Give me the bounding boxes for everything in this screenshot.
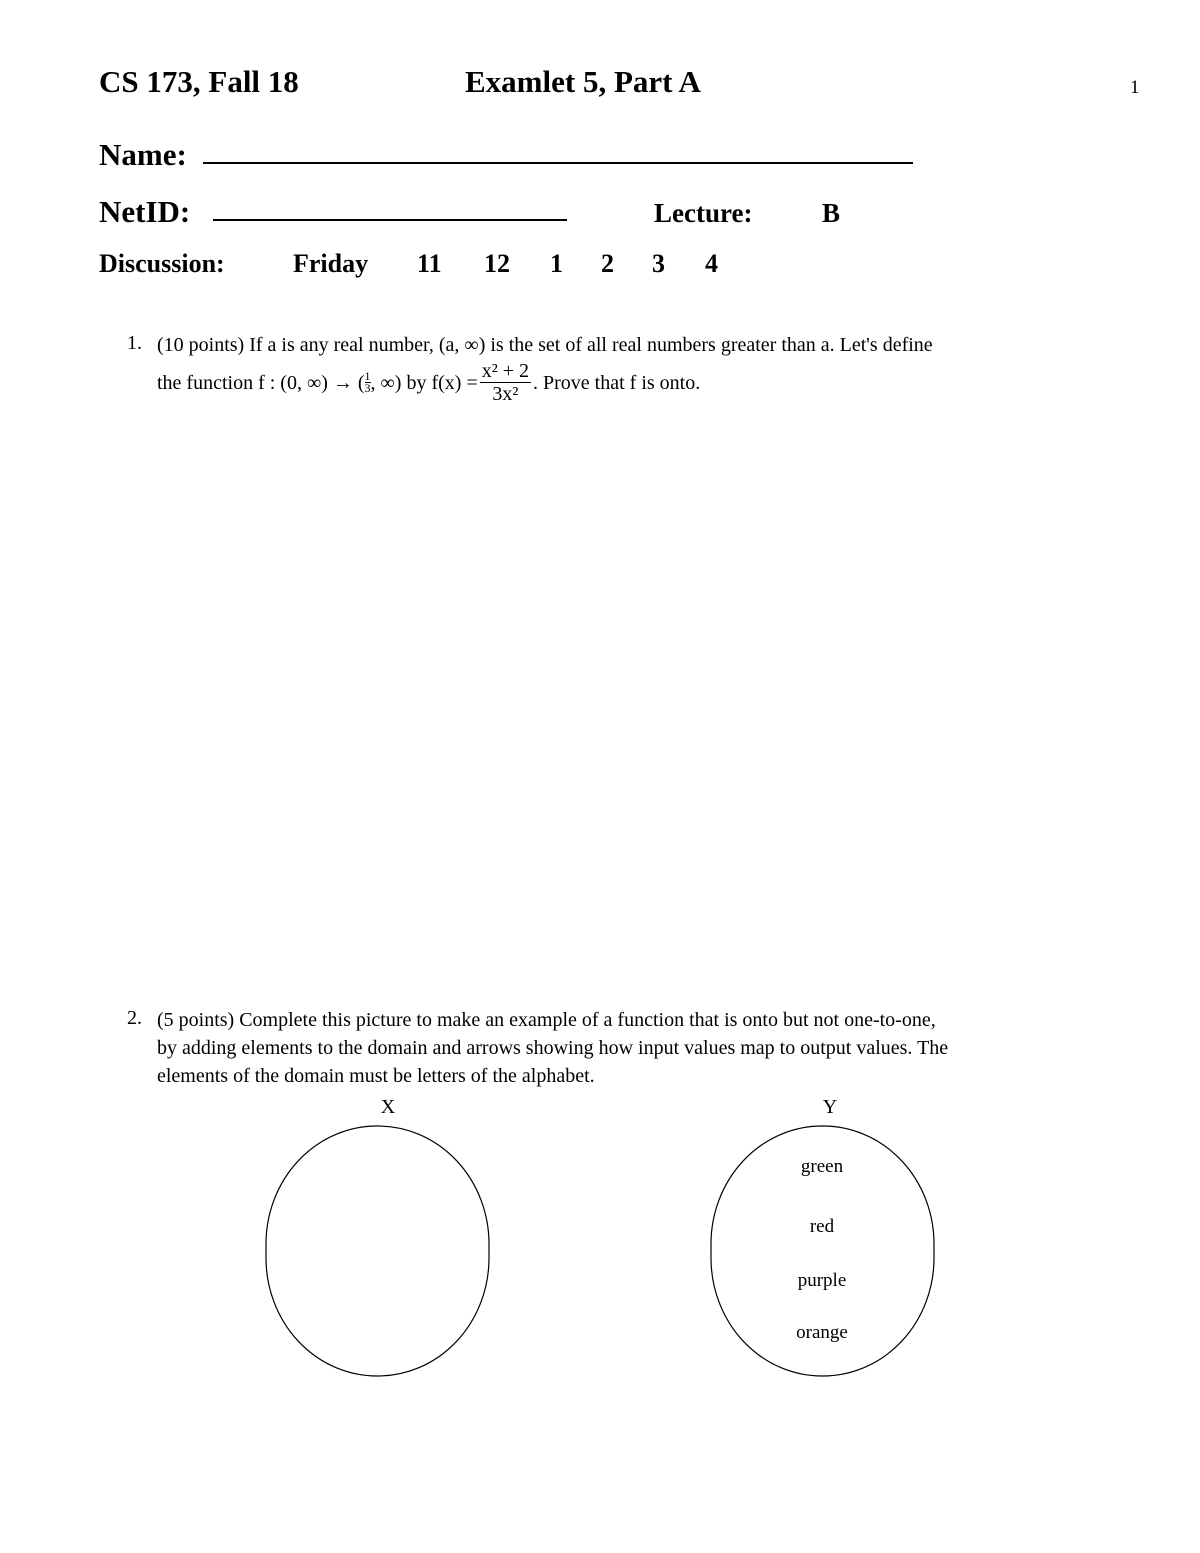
lecture-value: B <box>822 198 841 228</box>
function-diagram <box>0 1090 1200 1390</box>
question-1-text: . Prove that f is onto. <box>533 371 701 394</box>
course-title: CS 173, Fall 18 <box>99 64 299 99</box>
question-2-line-3: elements of the domain must be letters of the alphabet. <box>157 1065 595 1087</box>
name-label: Name: <box>99 137 187 172</box>
fraction-numerator: 1 <box>364 369 371 383</box>
exam-title: Examlet 5, Part A <box>465 64 701 99</box>
discussion-time-option[interactable]: 2 <box>601 249 614 278</box>
discussion-time-option[interactable]: 1 <box>550 249 563 278</box>
codomain-label: Y <box>822 1096 838 1118</box>
question-1-line-1: (10 points) If a is any real number, (a, ∞) is the set of all real numbers greater than a. Let's define <box>157 334 933 356</box>
discussion-label: Discussion: <box>99 249 225 278</box>
name-field[interactable] <box>203 162 913 164</box>
lecture-label: Lecture: <box>654 198 753 228</box>
discussion-time-option[interactable]: 4 <box>705 249 718 278</box>
netid-label: NetID: <box>99 194 191 229</box>
question-1-text: , ∞) by f(x) = <box>370 371 478 394</box>
discussion-time-option[interactable]: 12 <box>484 249 510 278</box>
discussion-day: Friday <box>293 249 369 278</box>
discussion-time-option[interactable]: 11 <box>417 249 442 278</box>
question-1-number: 1. <box>127 332 142 354</box>
fraction-denominator: 3 <box>364 381 371 395</box>
question-2-line-2: by adding elements to the domain and arrows showing how input values map to output values. The <box>157 1037 949 1059</box>
codomain-element: red <box>809 1216 835 1237</box>
fraction-numerator: x² + 2 <box>481 360 530 382</box>
domain-set-x[interactable] <box>266 1126 489 1376</box>
answer-space-1[interactable] <box>157 430 1147 990</box>
domain-label: X <box>380 1096 396 1118</box>
question-2-line-1: (5 points) Complete this picture to make an example of a function that is onto but not one-to-one, <box>157 1009 936 1031</box>
codomain-element: green <box>800 1156 844 1177</box>
function-fraction <box>480 360 531 405</box>
discussion-time-option[interactable]: 3 <box>652 249 665 278</box>
page-number: 1 <box>1130 77 1140 98</box>
question-1-line-2 <box>157 360 700 405</box>
question-2-number: 2. <box>127 1007 142 1029</box>
codomain-element: orange <box>796 1322 848 1343</box>
question-1-text: the function f : (0, ∞) → ( <box>157 371 365 394</box>
fraction-denominator: 3x² <box>492 383 519 405</box>
codomain-element: purple <box>797 1270 847 1291</box>
netid-field[interactable] <box>213 219 567 221</box>
